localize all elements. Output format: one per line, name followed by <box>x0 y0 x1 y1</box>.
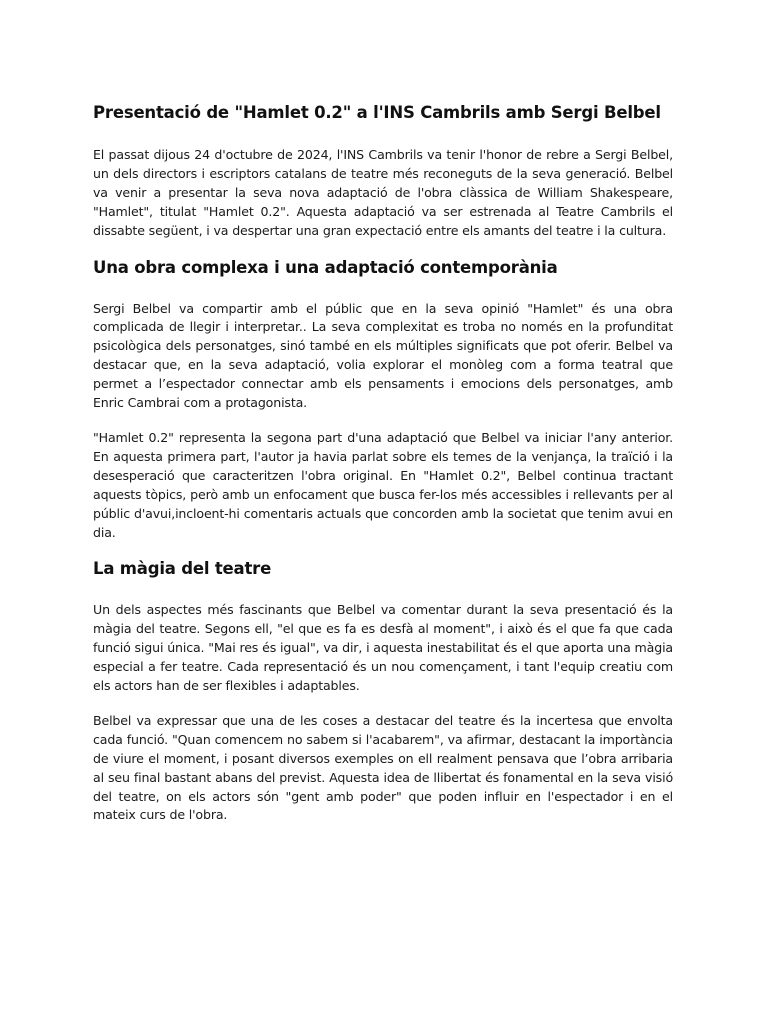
section-1-paragraph-1: Sergi Belbel va compartir amb el públic que en la seva opinió "Hamlet" és una obra complicada de llegir i interpretar.. La seva complexitat es troba no només en la profunditat psicològica dels personatges, sinó també en els múltiples significats que pot oferir. Belbel va destacar que, en la seva adaptació, volia explorar el monòleg com a forma teatral que permet a l’espectador connectar amb els pensaments i emocions dels personatges, amb Enric Cambrai com a protagonista. <box>93 300 673 411</box>
section-2-paragraph-2: Belbel va expressar que una de les coses a destacar del teatre és la incertesa que envolta cada funció. "Quan comencem no sabem si l'acabarem", va afirmar, destacant la importància de viure el moment, i posant diversos exemples on ell realment pensava que l’obra arribaria al seu final bastant abans del previst. Aquesta idea de llibertat és fonamental en la seva visió del teatre, on els actors són "gent amb poder" que poden influir en l'espectador i en el mateix curs de l'obra. <box>93 712 673 823</box>
article-title: Presentació de "Hamlet 0.2" a l'INS Cambrils amb Sergi Belbel <box>93 103 661 122</box>
section-heading-obra-complexa: Una obra complexa i una adaptació contemporània <box>93 257 558 277</box>
section-heading-magia-teatre: La màgia del teatre <box>93 559 272 579</box>
section-1-paragraph-2: "Hamlet 0.2" representa la segona part d'una adaptació que Belbel va iniciar l'any anterior. En aquesta primera part, l'autor ja havia parlat sobre els temes de la venjança, la traïció i la desesperació que caracteritzen l'obra original. En "Hamlet 0.2", Belbel continua tractant aquests tòpics, però amb un enfocament que busca fer-los més accessibles i rellevants per al públic d'avui,incloent-hi comentaris actuals que concorden amb la societat que tenim avui en dia. <box>93 429 673 540</box>
section-2-paragraph-1: Un dels aspectes més fascinants que Belbel va comentar durant la seva presentació és la màgia del teatre. Segons ell, "el que es fa es desfà al moment", i això és el que fa que cada funció sigui única. "Mai res és igual", va dir, i aquesta inestabilitat és el que aporta una màgia especial a fer teatre. Cada representació és un nou començament, i tant l'equip creatiu com els actors han de ser flexibles i adaptables. <box>93 602 673 694</box>
intro-paragraph: El passat dijous 24 d'octubre de 2024, l'INS Cambrils va tenir l'honor de rebre a Sergi Belbel, un dels directors i escriptors catalans de teatre més reconeguts de la seva generació. Belbel va venir a presentar la seva nova adaptació de l'obra clàssica de William Shakespeare, "Hamlet", titulat "Hamlet 0.2". Aquesta adaptació va ser estrenada al Teatre Cambrils el dissabte següent, i va despertar una gran expectació entre els amants del teatre i la cultura. <box>93 147 673 238</box>
document-page <box>93 100 673 841</box>
